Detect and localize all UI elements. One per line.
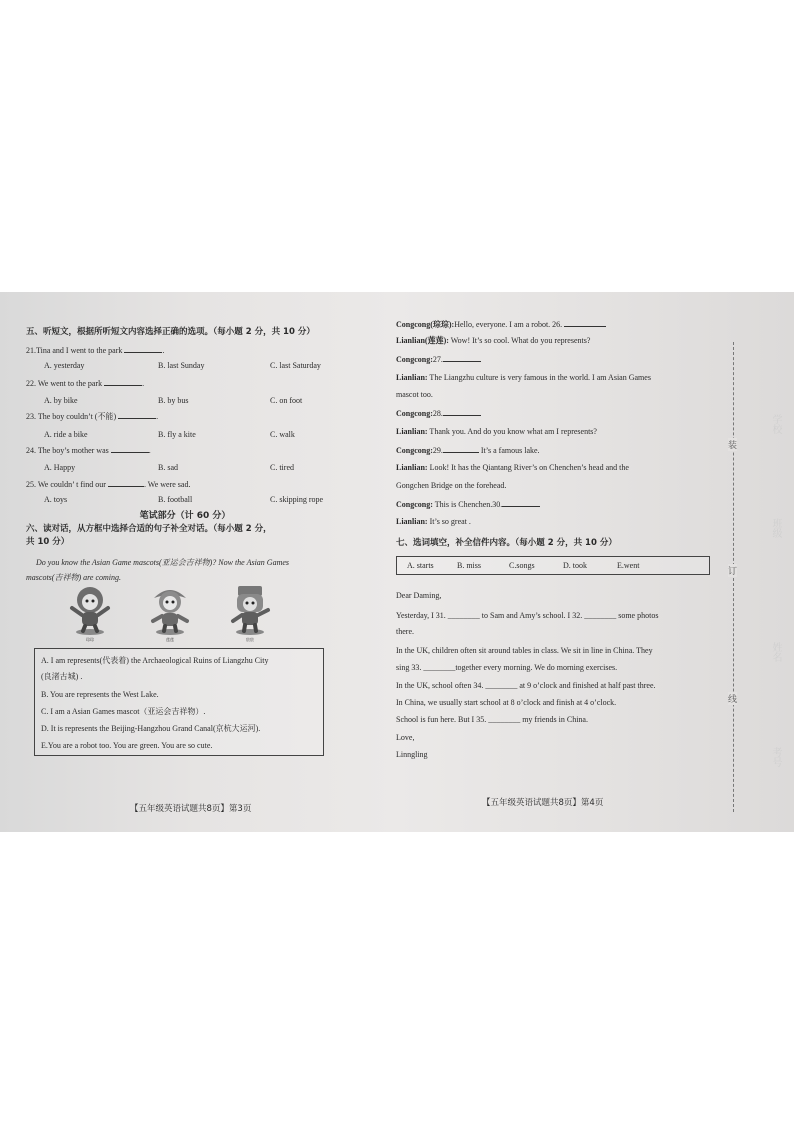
- question-25: 25. We couldn’ t find our . We were sad.: [26, 480, 191, 489]
- mascot-lianlian-image: [144, 584, 196, 636]
- letter-line-10: Linngling: [396, 750, 428, 759]
- dialogue-line-2: Lianlian(莲莲): Wow! It’s so cool. What do you represents?: [396, 336, 591, 345]
- right-page: [396, 292, 714, 832]
- letter-line-3: there.: [396, 627, 414, 636]
- right-page-footer: 【五年级英语试题共8页】第4页: [482, 798, 604, 808]
- dialogue-line-4: Lianlian: The Liangzhu culture is very famous in the world. I am Asian Games: [396, 373, 651, 382]
- section6-title-line2: 共 10 分）: [26, 537, 70, 547]
- letter-line-4: In the UK, children often sit around tables in class. We sit in line in China. They: [396, 646, 653, 655]
- faint-label-class: 班级: [770, 518, 781, 538]
- dialogue-line-11: Congcong: This is Chenchen.30.: [396, 498, 540, 510]
- letter-line-9: Love,: [396, 733, 415, 742]
- box-option-a: A. I am represents(代表着) the Archaeological Ruins of Liangzhu City: [41, 656, 269, 665]
- question-24: 24. The boy’s mother was .: [26, 446, 151, 455]
- dialogue-line-9: Lianlian: Look! It has the Qiantang River’s on Chenchen’s head and the: [396, 463, 629, 472]
- dialogue-line-8: Congcong:29. It’s a famous lake.: [396, 446, 540, 455]
- dialogue-line-3: Congcong:27.: [396, 353, 481, 365]
- dialogue-line-10: Gongchen Bridge on the forehead.: [396, 481, 507, 490]
- letter-line-2: Yesterday, I 31. ________ to Sam and Amy’s school. I 32. ________ some photos: [396, 611, 659, 620]
- binding-char-xian: 线: [728, 692, 737, 705]
- dialogue-line-1: Congcong(琮琮):Hello, everyone. I am a robot. 26.: [396, 318, 606, 330]
- box-option-c: C. I am a Asian Games mascot（亚运会吉祥物）.: [41, 707, 206, 716]
- written-part-title: 笔试部分（计 60 分）: [139, 511, 231, 521]
- left-page: 五、听短文，根据所听短文内容选择正确的选项。（每小题 2 分，共 10 分） 21.Tina and I went to the park . A. yesterday B. last Sunday C. last Saturday 22. We went to the park . A. by bike B. by bus C. on foot 23. The boy couldn’t (不能) . A. ride a bike B. fly a kite C. walk 24. The boy’s mother was . A. Happy B. sad C. tired 25. We couldn’ t find our . We were sad. A. toys B. football C. skipping rope 笔试部分（计 60 分） 六、读对话，从方框中选择合适的句子补全对话。（每小题 2 分， 共 10 分） Do you know the Asian Game mascots(亚运会吉祥物)? Now the Asian Games mascots(吉祥物) are coming. 琮琮 莲莲 宸宸 A. I am represents(代表着) the Archaeological Ruins of Liangzhu City (良渚古城) . B. You are represents the West Lake. C. I am a Asian Games mascot（亚运会吉祥物）. D. It is represents the Beijing-Hangzhou Grand Canal(京杭大运河). E.You are a robot too. You are green. You are so cute. 【五年级英语试题共8页】第3页: [26, 292, 344, 832]
- section5-title: 五、听短文，根据所听短文内容选择正确的选项。（每小题 2 分，共 10 分）: [26, 327, 315, 337]
- letter-line-7: In China, we usually start school at 8 o’clock and finish at 4 o’clock.: [396, 698, 617, 707]
- section7-title: 七、选词填空，补全信件内容。（每小题 2 分，共 10 分）: [396, 538, 617, 548]
- letter-line-8: School is fun here. But I 35. ________ my friends in China.: [396, 715, 588, 724]
- mascot-caption-chenchen: 宸宸: [246, 637, 254, 642]
- dialogue-line-6: Congcong:28.: [396, 407, 481, 419]
- box-option-e: E.You are a robot too. You are green. You are so cute.: [41, 741, 213, 750]
- left-page-footer: 【五年级英语试题共8页】第3页: [130, 804, 252, 814]
- faint-label-school: 学校: [770, 414, 781, 434]
- binding-char-ding: 订: [728, 564, 737, 577]
- dialogue-line-5: mascot too.: [396, 390, 433, 399]
- letter-line-6: In the UK, school often 34. ________ at 9 o’clock and finished at half past three.: [396, 681, 656, 690]
- word-option-c: C.songs: [509, 561, 535, 570]
- mascot-caption-congcong: 琮琮: [86, 637, 94, 642]
- word-option-a: A. starts: [407, 561, 434, 570]
- question-21: 21.Tina and I went to the park .: [26, 346, 165, 355]
- faint-label-name: 姓名: [770, 642, 781, 662]
- faint-label-number: 考号: [770, 747, 781, 767]
- word-bank-box: [396, 556, 710, 575]
- letter-line-1: Dear Daming,: [396, 591, 442, 600]
- letter-line-5: sing 33. ________together every morning. We do morning exercises.: [396, 663, 618, 672]
- mascot-caption-lianlian: 莲莲: [166, 637, 174, 642]
- box-option-a-cont: (良渚古城) .: [41, 672, 83, 681]
- binding-dashed-line: [733, 342, 734, 812]
- box-option-b: B. You are represents the West Lake.: [41, 690, 159, 699]
- word-option-d: D. took: [563, 561, 587, 570]
- word-option-b: B. miss: [457, 561, 482, 570]
- exam-sheet: [0, 292, 794, 832]
- dialogue-line-12: Lianlian: It’s so great .: [396, 517, 471, 526]
- dialogue-options-box: [34, 648, 324, 756]
- section6-title-line1: 六、读对话，从方框中选择合适的句子补全对话。（每小题 2 分，: [26, 524, 272, 534]
- box-option-d: D. It is represents the Beijing-Hangzhou Grand Canal(京杭大运河).: [41, 724, 261, 733]
- intro-line1: Do you know the Asian Game mascots(亚运会吉祥物)? Now the Asian Games: [36, 558, 290, 567]
- intro-line2: mascots(吉祥物) are coming.: [26, 573, 122, 582]
- question-23: 23. The boy couldn’t (不能) .: [26, 412, 159, 421]
- word-option-e: E.went: [617, 561, 640, 570]
- dialogue-line-7: Lianlian: Thank you. And do you know what am I represents?: [396, 427, 597, 436]
- mascot-chenchen-image: [224, 582, 276, 636]
- question-22: 22. We went to the park .: [26, 379, 145, 388]
- binding-char-zhuang: 装: [728, 438, 737, 451]
- mascot-congcong-image: [64, 584, 116, 636]
